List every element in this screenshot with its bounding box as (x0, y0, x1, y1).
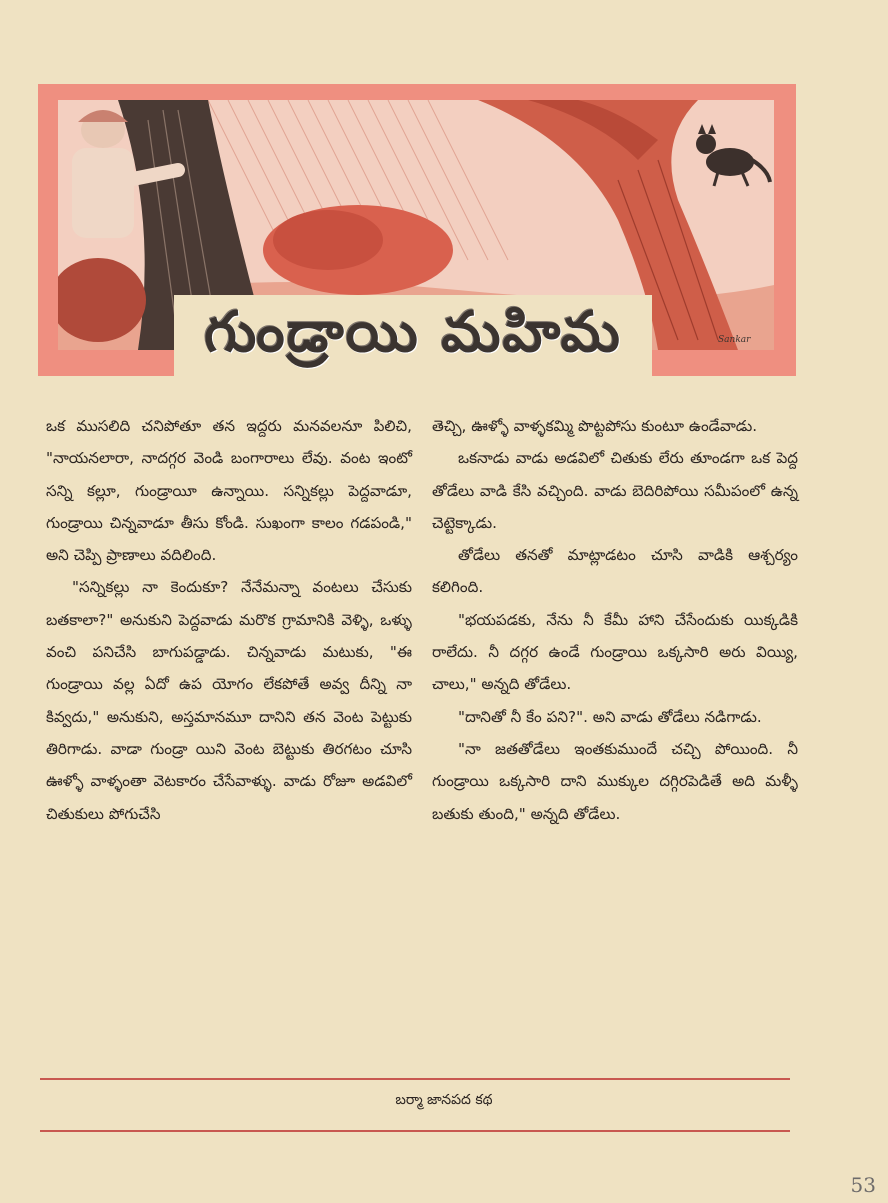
paragraph: "దానితో నీ కేం పని?". అని వాడు తోడేలు నడిగాడు. (458, 707, 762, 726)
divider-line (40, 1130, 790, 1132)
paragraph: "నా జతతోడేలు ఇంతకుముందే చచ్చి పోయింది. నీ గుండ్రాయి ఒక్కసారి దాని ముక్కుల దగ్గిరపెడితే అది మళ్ళీ బతుకు తుంది," అన్నది తోడేలు. (432, 739, 798, 823)
title-panel (174, 295, 652, 383)
paragraph: తోడేలు తనతో మాట్లాడటం చూసి వాడికి ఆశ్చర్యం కలిగింది. (432, 546, 798, 597)
artist-signature: Sankar (718, 335, 751, 345)
page-number: 53 (850, 1173, 876, 1197)
story-source: బర్మా జానపద కథ (395, 1092, 493, 1108)
paragraph: "భయపడకు, నేను నీ కేమీ హాని చేసేందుకు యిక్కడికి రాలేదు. నీ దగ్గర ఉండే గుండ్రాయి ఒక్కసారి అరు వియ్యి, చాలు," అన్నది తోడేలు. (432, 610, 798, 694)
paragraph: తెచ్చి, ఊళ్ళో వాళ్ళకమ్మి పొట్టపోసు కుంటూ ఉండేవాడు. (432, 417, 758, 435)
divider-line (40, 1078, 790, 1080)
paragraph: "సన్నికల్లు నా కెందుకూ? నేనేమన్నా వంటలు చేసుకు బతకాలా?" అనుకుని పెద్దవాడు మరొక గ్రామానికి వెళ్ళి, ఒళ్ళు వంచి పనిచేసి బాగుపడ్డాడు. చిన్నవాడు మటుకు, "ఈ గుండ్రాయి వల్ల ఏదో ఉప యోగం లేకపోతే అవ్వ దీన్ని నా కివ్వదు," అనుకుని, అస్తమానమూ దానిని తన వెంట పెట్టుకు తిరిగాడు. వాడా గుండ్రా యిని వెంట బెట్టుకు తిరగటం చూసి ఊళ్ళో వాళ్ళంతా వెటకారం చేసేవాళ్ళు. వాడు రోజూ అడవిలో చితుకులు పోగుచేసి (46, 578, 412, 823)
paragraph: ఒక ముసలిది చనిపోతూ తన ఇద్దరు మనవలనూ పిలిచి, "నాయనలారా, నాదగ్గర వెండి బంగారాలు లేవు. వంట ఇంటో సన్ని కల్లూ, గుండ్రాయీ ఉన్నాయి. సన్నికల్లు పెద్దవాడూ, గుండ్రాయి చిన్నవాడూ తీసు కోండి. సుఖంగా కాలం గడపండి," అని చెప్పి ప్రాణాలు వదిలింది. (46, 417, 412, 565)
right-text-column (432, 410, 798, 830)
left-text-column (46, 410, 412, 830)
paragraph: ఒకనాడు వాడు అడవిలో చితుకు లేరు తూండగా ఒక పెద్ద తోడేలు వాడి కేసి వచ్చింది. వాడు బెదిరిపోయి సమీపంలో ఉన్న చెట్టెక్కాడు. (432, 449, 798, 532)
story-title: గుండ్రాయి మహిమ (204, 299, 622, 365)
